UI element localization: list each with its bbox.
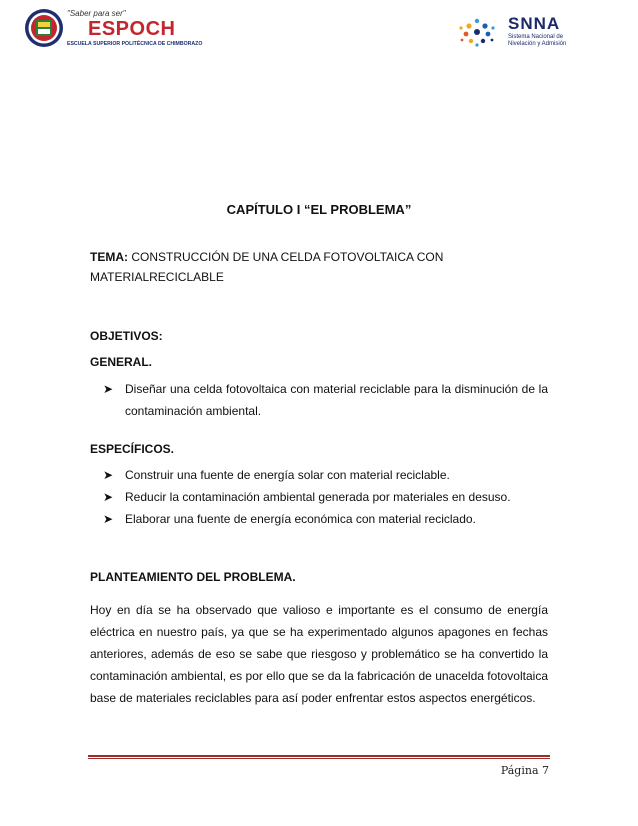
page-number: Página 7 <box>500 764 549 777</box>
espoch-name: ESPOCH <box>88 18 176 40</box>
objetivos-heading: OBJETIVOS: <box>90 329 163 343</box>
espoch-shield-icon <box>24 8 64 48</box>
chapter-title: CAPÍTULO I “EL PROBLEMA” <box>226 202 412 217</box>
footer-rule <box>88 755 550 757</box>
planteamiento-heading: PLANTEAMIENTO DEL PROBLEMA. <box>90 570 296 584</box>
arrow-bullet-icon: ➤ <box>103 512 114 526</box>
general-heading: GENERAL. <box>90 355 153 369</box>
especificos-item <box>103 464 548 486</box>
tema-label: TEMA: <box>90 250 128 264</box>
especificos-item <box>103 508 548 530</box>
arrow-bullet-icon: ➤ <box>103 382 114 396</box>
especificos-item <box>103 486 548 508</box>
general-item <box>103 378 548 422</box>
tema-text-line1: CONSTRUCCIÓN DE UNA CELDA FOTOVOLTAICA CON <box>128 250 444 264</box>
snna-burst-icon <box>458 16 496 48</box>
snna-name: SNNA <box>508 14 561 33</box>
tema-text-line2: MATERIALRECICLABLE <box>90 270 224 284</box>
especificos-item-text: Elaborar una fuente de energía económica con material reciclado. <box>125 512 476 526</box>
snna-subtitle-line1: Sistema Nacional de <box>508 34 564 40</box>
espoch-subtitle: ESCUELA SUPERIOR POLITÉCNICA DE CHIMBORAZO <box>67 41 203 47</box>
general-item-text: Diseñar una celda fotovoltaica con material reciclable para la disminución de la contaminación ambiental. <box>125 382 548 418</box>
snna-logo <box>458 14 610 50</box>
snna-subtitle-line2: Nivelación y Admisión <box>508 41 567 47</box>
footer-rule-thin <box>88 758 550 759</box>
arrow-bullet-icon: ➤ <box>103 490 114 504</box>
espoch-logo <box>24 8 203 52</box>
especificos-item-text: Construir una fuente de energía solar con material reciclable. <box>125 468 450 482</box>
tema-block <box>90 247 560 287</box>
arrow-bullet-icon: ➤ <box>103 468 114 482</box>
planteamiento-paragraph: Hoy en día se ha observado que valioso e importante es el consumo de energía eléctrica en nuestro país, ya que se ha experimentado algunos apagones en fechas anteriores, además de eso se sabe que riesgoso y problemático se ha convertido la contaminación ambiental, es por ello que se da la fabricación de unacelda fotovoltaica base de materiales reciclables para así poder enfrentar estos aspectos energéticos. <box>90 603 548 705</box>
espoch-motto: "Saber para ser" <box>67 9 126 18</box>
especificos-heading: ESPECÍFICOS. <box>90 442 175 456</box>
especificos-item-text: Reducir la contaminación ambiental generada por materiales en desuso. <box>125 490 511 504</box>
